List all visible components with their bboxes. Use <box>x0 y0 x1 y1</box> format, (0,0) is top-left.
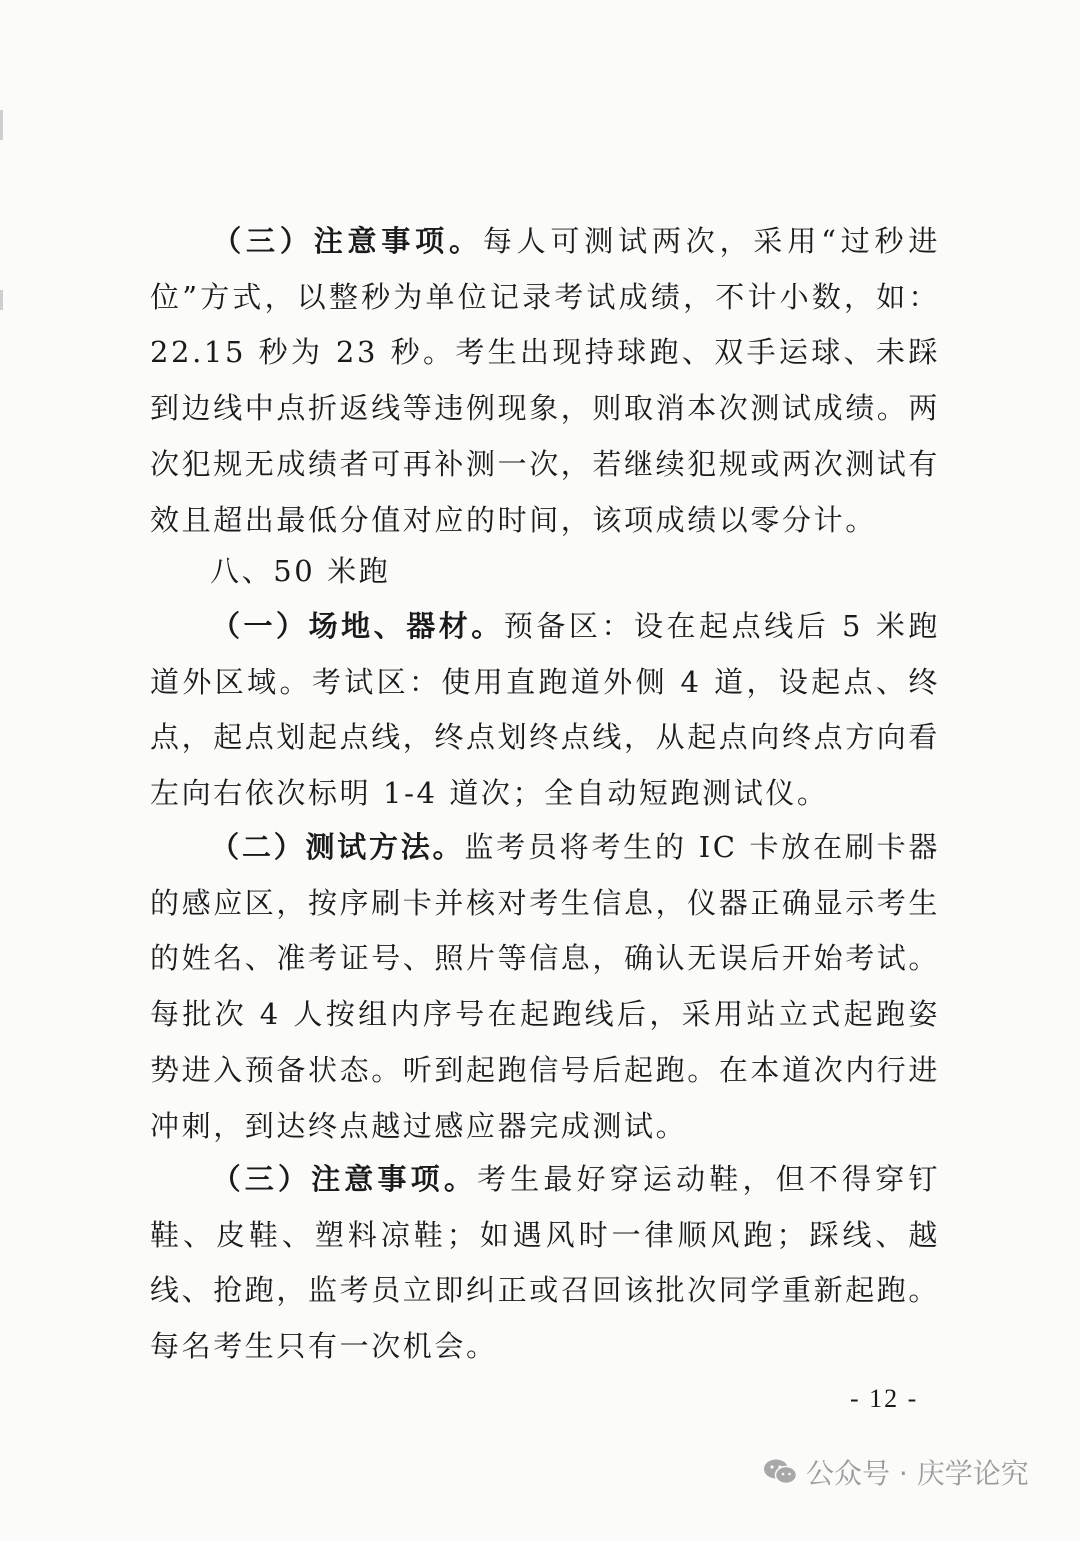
paragraph-heading: （一）场地、器材。 <box>210 609 504 643</box>
paragraph-heading: （三）注意事项。 <box>210 1162 478 1196</box>
page-number: - 12 - <box>850 1384 919 1413</box>
watermark <box>762 1452 1029 1492</box>
watermark-label: 公众号 · 庆学论究 <box>806 1457 1029 1490</box>
section-title-text: 八、50 米跑 <box>210 554 391 588</box>
scan-edge-mark <box>0 290 3 310</box>
paragraph-heading: （二）测试方法。 <box>210 830 465 864</box>
paragraph-text: 每人可测试两次，采用“过秒进位”方式，以整秒为单位记录考试成绩，不计小数，如：22.15 秒为 23 秒。考生出现持球跑、双手运球、未踩到边线中点折返线等违例现象，则取消本次测试成绩。两次犯规无成绩者可再补测一次，若继续犯规或两次测试有效且超出最低分值对应的时间，该项成绩以零分计。 <box>150 224 941 537</box>
paragraph-precautions-shuttle <box>150 214 940 548</box>
paragraph-text: 监考员将考生的 IC 卡放在刷卡器的感应区，按序刷卡并核对考生信息，仪器正确显示考生的姓名、准考证号、照片等信息，确认无误后开始考试。每批次 4 人按组内序号在起跑线后，采用站立式起跑姿势进入预备状态。听到起跑信号后起跑。在本道次内行进冲刺，到达终点越过感应器完成测试。 <box>150 830 941 1143</box>
scan-edge-mark <box>0 110 3 140</box>
paragraph-test-method <box>150 820 940 1154</box>
wechat-icon <box>762 1458 798 1486</box>
section-title <box>150 544 940 600</box>
paragraph-precautions-sprint <box>150 1152 940 1375</box>
paragraph-venue-equipment <box>150 599 940 822</box>
paragraph-text: 考生最好穿运动鞋，但不得穿钉鞋、皮鞋、塑料凉鞋；如遇风时一律顺风跑；踩线、越线、抢跑，监考员立即纠正或召回该批次同学重新起跑。每名考生只有一次机会。 <box>150 1162 941 1364</box>
paragraph-text: 预备区：设在起点线后 5 米跑道外区域。考试区：使用直跑道外侧 4 道，设起点、终点，起点划起点线，终点划终点线，从起点向终点方向看左向右依次标明 1-4 道次；全自动短跑测试仪。 <box>150 609 941 811</box>
paragraph-heading: （三）注意事项。 <box>210 224 483 258</box>
